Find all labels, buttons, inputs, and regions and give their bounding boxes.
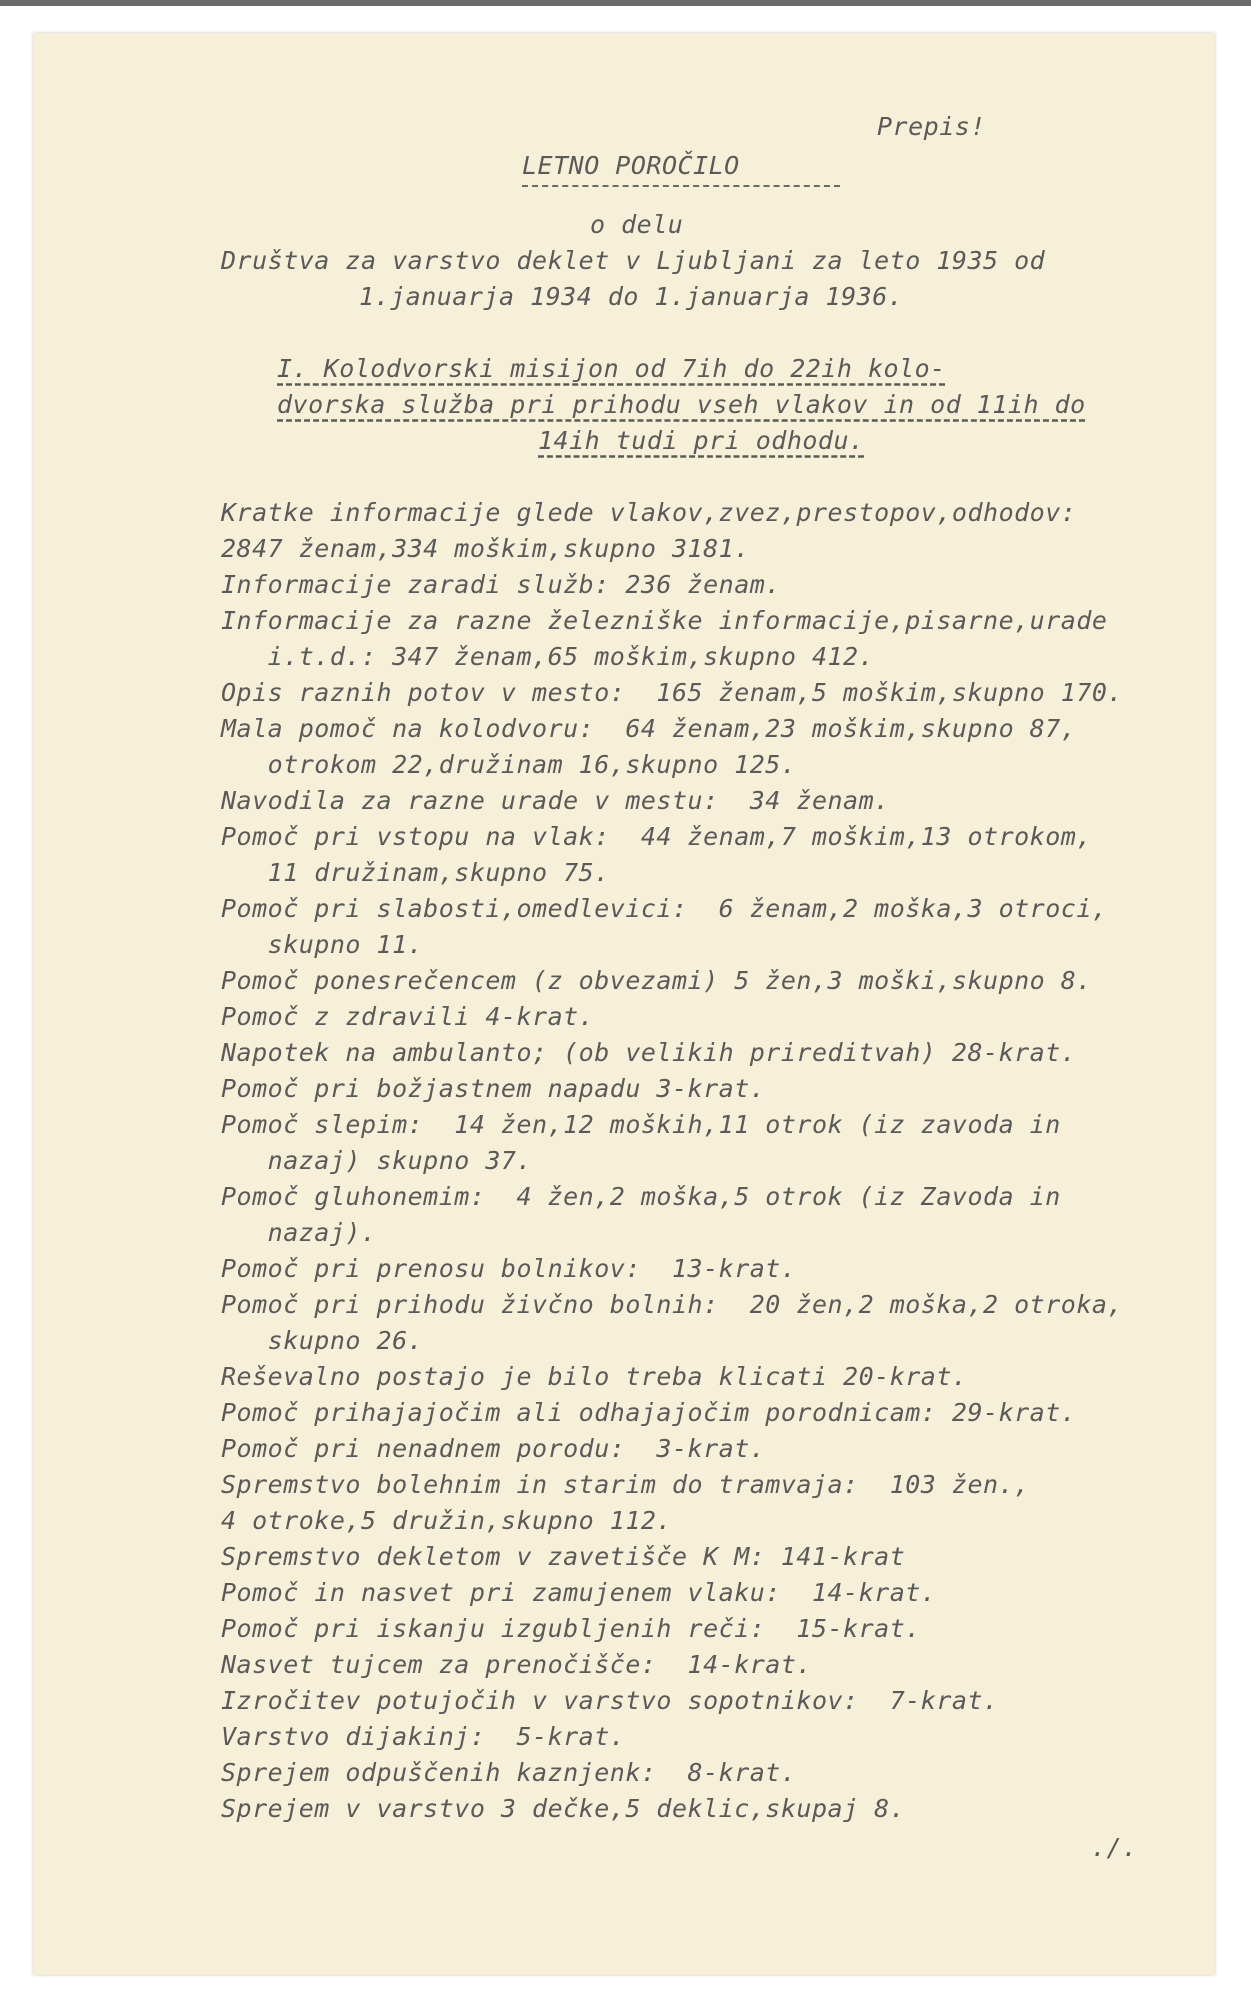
entry-line: Reševalno postajo je bilo treba klicati 20-krat. (221, 1362, 968, 1391)
section-heading-line-2: dvorska služba pri prihodu vseh vlakov in od 11ih do (277, 390, 1086, 419)
entry-line: Spremstvo dekletom v zavetišče K M: 141-krat (221, 1542, 906, 1571)
entry-line: Pomoč pri prihodu živčno bolnih: 20 žen,2 moška,2 otroka, (221, 1290, 1123, 1319)
entry-line: Sprejem v varstvo 3 dečke,5 deklic,skupaj 8. (221, 1794, 906, 1823)
entry-line: Informacije za razne železniške informacije,pisarne,urade (221, 606, 1108, 635)
document-title: LETNO POROČILO (522, 151, 740, 180)
entry-line: Pomoč pri iskanju izgubljenih reči: 15-krat. (221, 1614, 921, 1643)
entry-line: Pomoč pri prenosu bolnikov: 13-krat. (221, 1254, 797, 1283)
entry-line: Mala pomoč na kolodvoru: 64 ženam,23 moškim,skupno 87, (221, 714, 1077, 743)
entry-line: Napotek na ambulanto; (ob velikih prireditvah) 28-krat. (221, 1038, 1077, 1067)
entry-line: Izročitev potujočih v varstvo sopotnikov: 7-krat. (221, 1686, 999, 1715)
entry-line: Pomoč pri vstopu na vlak: 44 ženam,7 moškim,13 otrokom, (221, 822, 1092, 851)
entry-line: Pomoč z zdravili 4-krat. (221, 1002, 595, 1031)
entry-line: Pomoč prihajajočim ali odhajajočim porodnicam: 29-krat. (221, 1398, 1077, 1427)
subtitle-line-3: 1.januarja 1934 do 1.januarja 1936. (359, 282, 904, 311)
entry-line: Pomoč in nasvet pri zamujenem vlaku: 14-krat. (221, 1578, 937, 1607)
entry-line: skupno 11. (221, 930, 424, 959)
entry-line: Varstvo dijakinj: 5-krat. (221, 1722, 626, 1751)
entry-line: Pomoč ponesrečencem (z obvezami) 5 žen,3 moški,skupno 8. (221, 966, 1092, 995)
entry-line: Opis raznih potov v mesto: 165 ženam,5 moškim,skupno 170. (221, 678, 1123, 707)
continuation-mark: ./. (1091, 1833, 1138, 1862)
entry-line: otrokom 22,družinam 16,skupno 125. (221, 750, 797, 779)
entry-line: Spremstvo bolehnim in starim do tramvaja: 103 žen., (221, 1470, 1030, 1499)
title-underline (522, 185, 840, 187)
entry-line: nazaj) skupno 37. (221, 1146, 533, 1175)
subtitle-line-2: Društva za varstvo deklet v Ljubljani za leto 1935 od (221, 246, 1046, 275)
entry-line: Informacije zaradi služb: 236 ženam. (221, 570, 781, 599)
entry-line: skupno 26. (221, 1326, 424, 1355)
entry-line: Sprejem odpuščenih kaznjenk: 8-krat. (221, 1758, 797, 1787)
scanner-edge (0, 0, 1251, 6)
entry-line: 11 družinam,skupno 75. (221, 858, 610, 887)
entry-line: 2847 ženam,334 moškim,skupno 3181. (221, 534, 750, 563)
entry-line: Nasvet tujcem za prenočišče: 14-krat. (221, 1650, 812, 1679)
entry-line: Kratke informacije glede vlakov,zvez,prestopov,odhodov: (221, 498, 1077, 527)
entry-line: Pomoč slepim: 14 žen,12 moških,11 otrok (iz zavoda in (221, 1110, 1061, 1139)
document-page (33, 33, 1215, 1975)
entry-line: Pomoč pri božjastnem napadu 3-krat. (221, 1074, 766, 1103)
prepis-label: Prepis! (877, 112, 986, 141)
entry-line: 4 otroke,5 družin,skupno 112. (221, 1506, 672, 1535)
entry-line: Pomoč pri nenadnem porodu: 3-krat. (221, 1434, 766, 1463)
entry-line: i.t.d.: 347 ženam,65 moškim,skupno 412. (221, 642, 875, 671)
section-heading-line-3: 14ih tudi pri odhodu. (538, 426, 865, 455)
section-heading-line-1: I. Kolodvorski misijon od 7ih do 22ih kolo- (277, 354, 946, 383)
entry-line: Navodila za razne urade v mestu: 34 ženam. (221, 786, 890, 815)
subtitle-line-1: o delu (590, 210, 684, 239)
entry-line: Pomoč pri slabosti,omedlevici: 6 ženam,2 moška,3 otroci, (221, 894, 1108, 923)
entry-line: nazaj). (221, 1218, 377, 1247)
entry-line: Pomoč gluhonemim: 4 žen,2 moška,5 otrok (iz Zavoda in (221, 1182, 1061, 1211)
